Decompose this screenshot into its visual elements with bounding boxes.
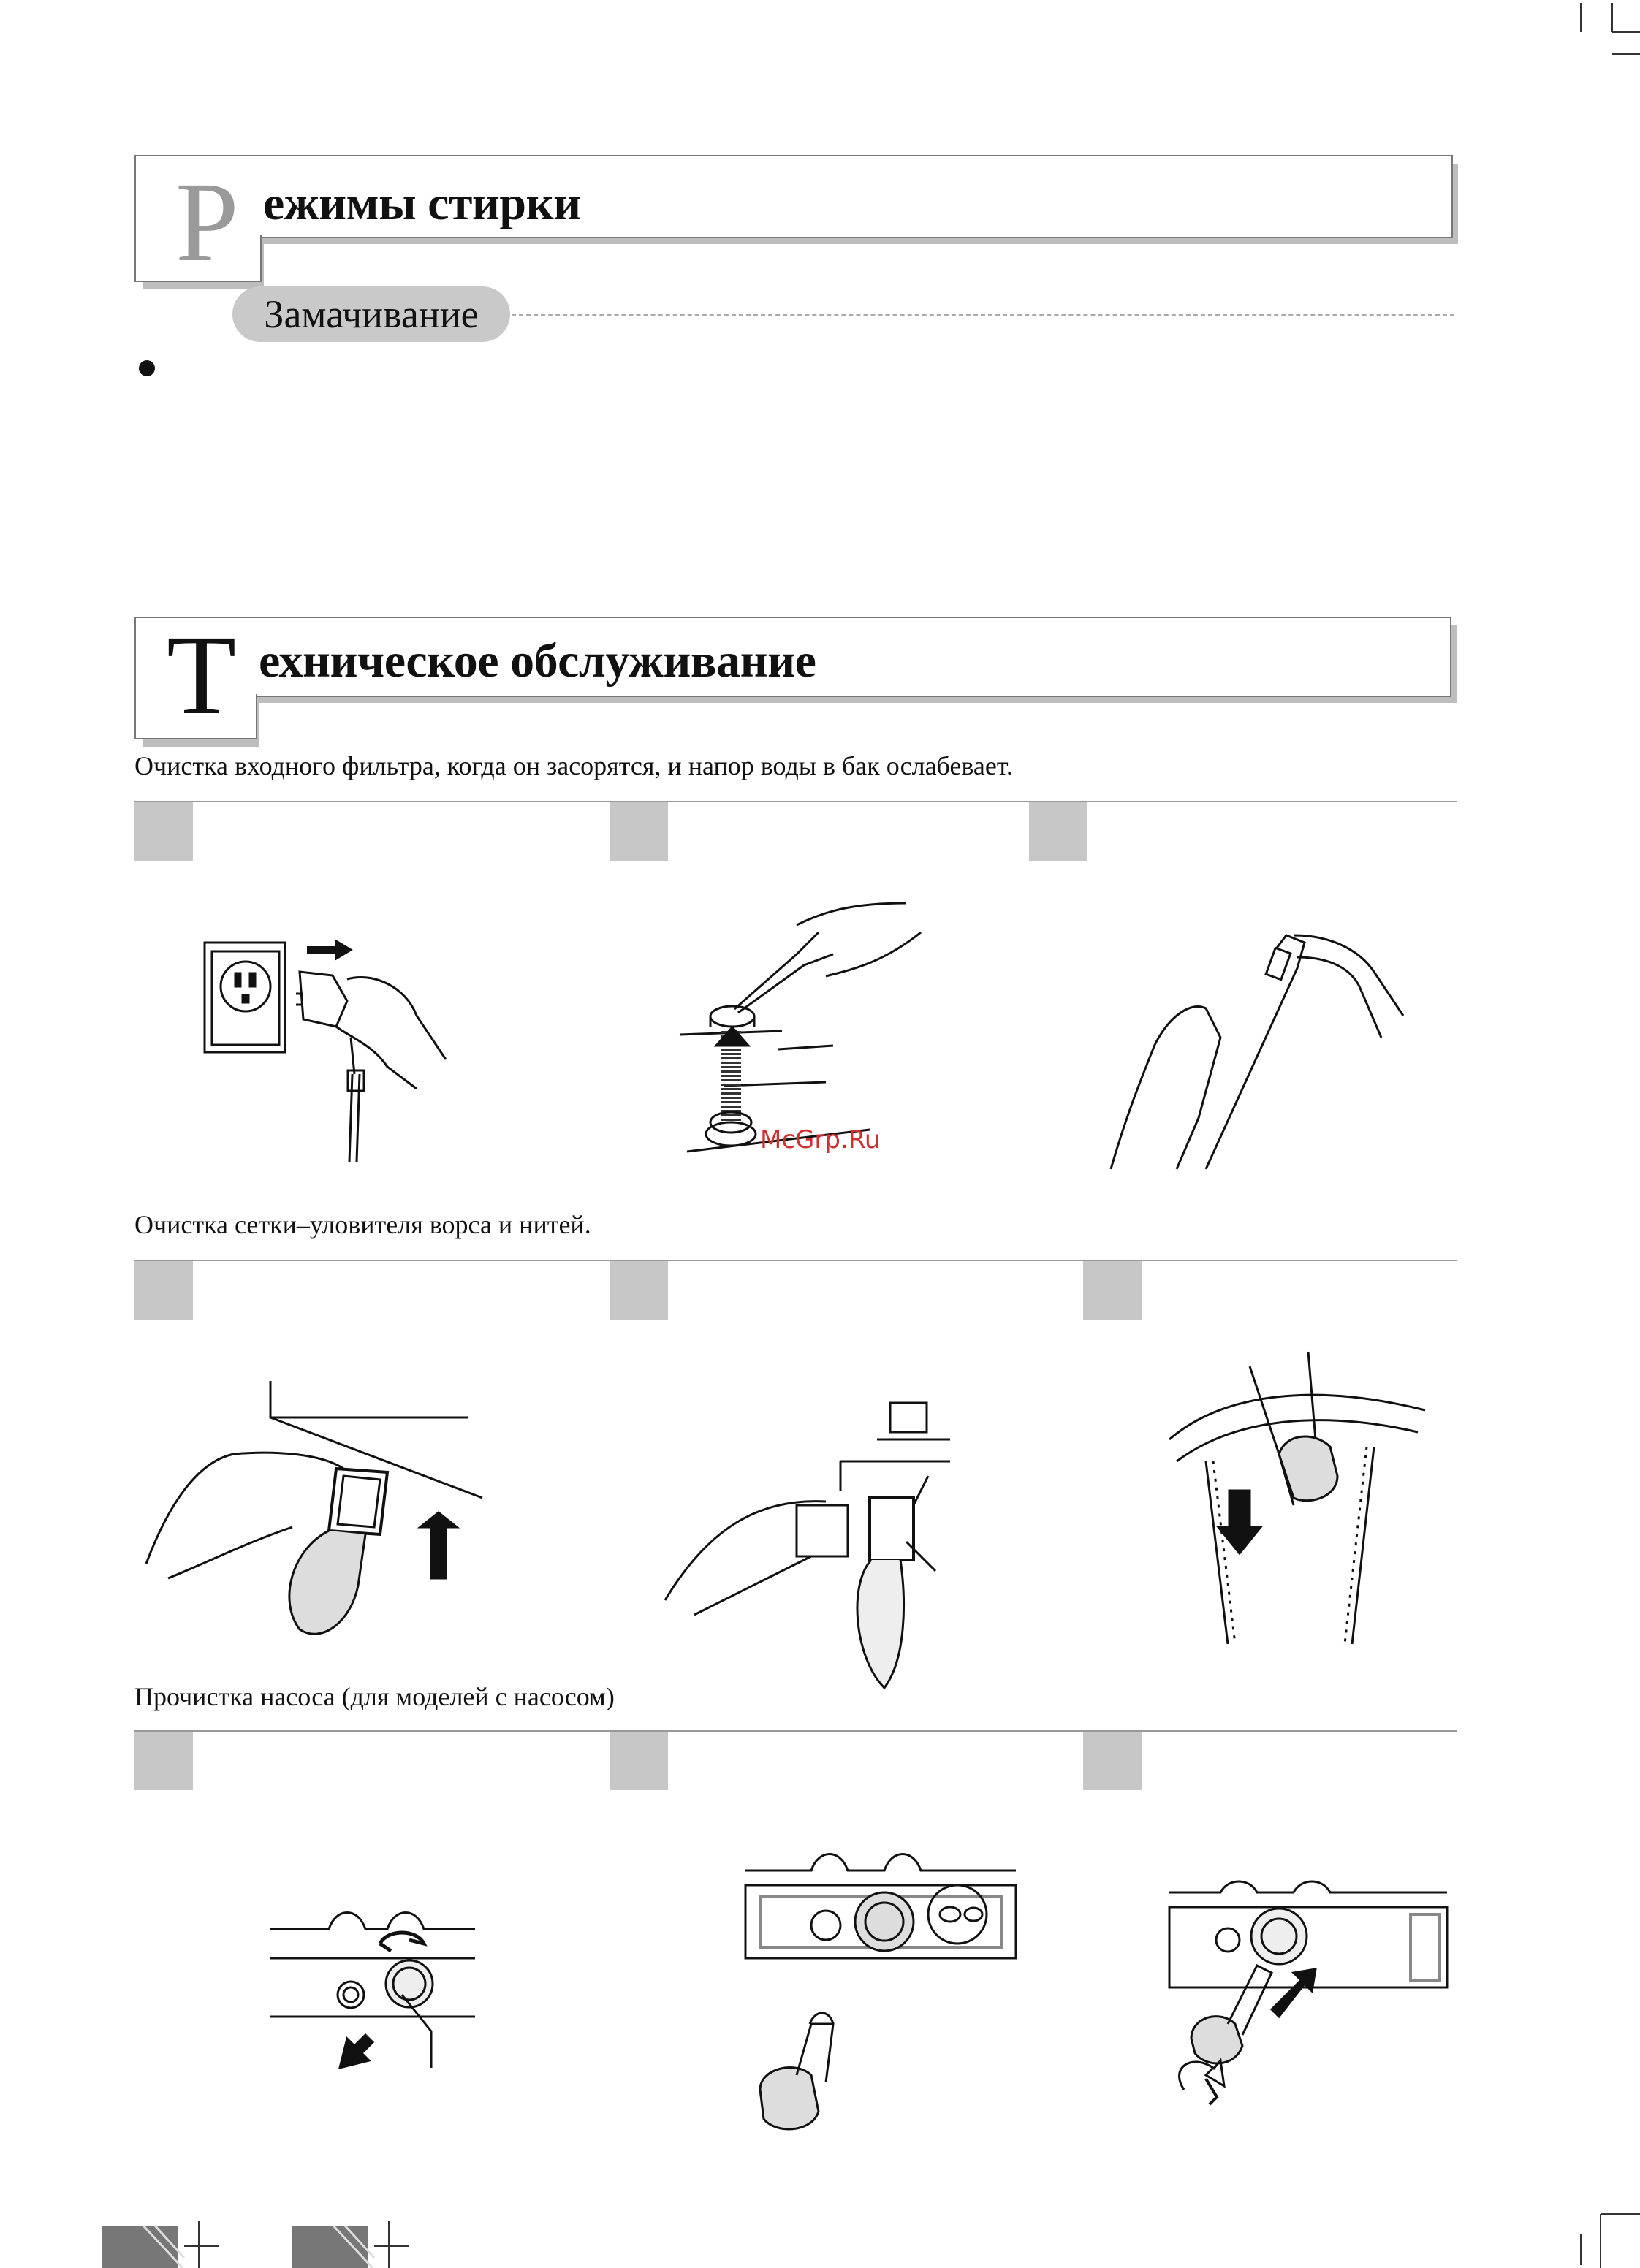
inlet-filter-cleaning-heading: Очистка входного фильтра, когда он засорятся, и напор воды в бак ослабевает. [134, 751, 1013, 780]
soak-subheading: Замачивание [232, 286, 510, 342]
remove-lint-filter-illustration [146, 1381, 482, 1644]
lint-filter-rule [134, 1260, 1457, 1261]
pump-rule [134, 1730, 1457, 1732]
section2-title: ехническое обслуживание [259, 634, 816, 688]
subheading-dashed-line [512, 314, 1454, 316]
lint-filter-cleaning-heading: Очистка сетки–уловителя ворса и нитей. [134, 1210, 591, 1239]
step-marker [1083, 1732, 1142, 1790]
reinstall-lint-filter-illustration [1162, 1352, 1425, 1659]
step-marker [610, 1261, 668, 1320]
screw-pump-cap-back-illustration [1162, 1878, 1454, 2148]
step-marker [134, 1261, 193, 1320]
rinse-lint-filter-under-tap-illustration [665, 1396, 972, 1702]
step-marker [1083, 1261, 1142, 1320]
bullet-point [139, 360, 155, 376]
step-marker [610, 1732, 668, 1790]
unscrew-pump-cap-illustration [270, 1900, 490, 2068]
unplug-power-cord-illustration [197, 928, 475, 1162]
pump-cap-removed-illustration [738, 1841, 1030, 2148]
section1-drop-cap: Р [175, 159, 239, 285]
step-marker [134, 1732, 193, 1790]
brush-inlet-filter-illustration [1096, 928, 1396, 1184]
section2-drop-cap: Т [167, 612, 237, 738]
pump-cleaning-heading: Прочистка насоса (для моделей с насосом) [134, 1682, 615, 1711]
inlet-filter-rule [134, 801, 1457, 802]
step-marker [610, 802, 668, 861]
step-marker [1029, 802, 1087, 861]
step-marker [134, 802, 193, 861]
section1-title: ежимы стирки [263, 177, 581, 230]
watermark: McGrp.Ru [760, 1125, 881, 1154]
